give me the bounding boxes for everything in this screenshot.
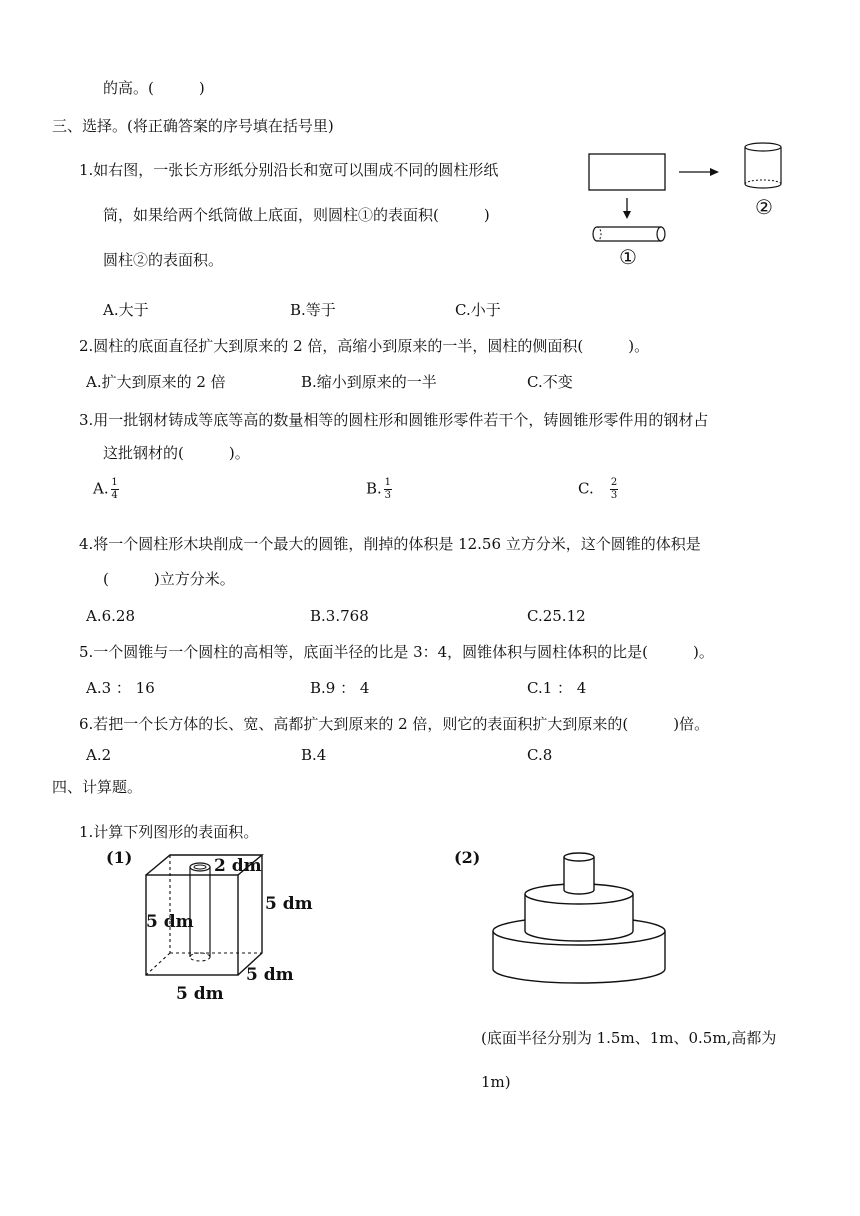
- section-3-title: 三、选择。(将正确答案的序号填在括号里): [52, 117, 334, 135]
- q1-option-a: A.大于: [103, 301, 149, 319]
- q2-option-b: B.缩小到原来的一半: [301, 373, 437, 391]
- dim-right-height: 5 dm: [265, 894, 313, 914]
- figure-1-label: (1): [106, 848, 133, 867]
- cylinder-2-label: ②: [755, 195, 773, 219]
- calc-q1: 1.计算下列图形的表面积。: [79, 823, 259, 841]
- q3-line-2: 这批钢材的( )。: [103, 444, 250, 462]
- q3-option-c-prefix: C.: [578, 479, 594, 498]
- q1-option-b: B.等于: [290, 301, 336, 319]
- dim-width: 5 dm: [176, 984, 224, 1004]
- arrow-right-head: [710, 168, 719, 176]
- q4-option-a: A.6.28: [86, 607, 135, 625]
- figure-2-stacked-cylinders: [450, 845, 680, 995]
- q3-option-a-fraction: [111, 478, 119, 501]
- cylinder-2-top: [745, 143, 781, 151]
- fraction-numerator: 1: [111, 477, 118, 488]
- q4-line-2: ( )立方分米。: [103, 570, 235, 588]
- fraction-denominator: 3: [384, 490, 391, 501]
- q2-option-c: C.不变: [527, 373, 573, 391]
- q3-option-b-prefix: B.: [366, 479, 382, 498]
- q3-option-c-fraction: [610, 478, 618, 501]
- q4-line-1: 4.将一个圆柱形木块削成一个最大的圆锥，削掉的体积是 12.56 立方分米，这个圆锥的体积是: [79, 535, 701, 553]
- dim-hole-diameter: 2 dm: [214, 856, 262, 876]
- hole-top: [190, 863, 210, 871]
- q6-option-c: C.8: [527, 746, 553, 764]
- q3-line-1: 3.用一批钢材铸成等底等高的数量相等的圆柱形和圆锥形零件若干个，铸圆锥形零件用的钢材占: [79, 411, 709, 429]
- cylinder-2-bottom: [745, 184, 781, 188]
- q3-option-c: [578, 478, 618, 501]
- hole-bottom: [190, 953, 210, 961]
- q5-option-c: C.1 ： 4: [527, 679, 587, 697]
- figure-2-note-line-2: 1m): [481, 1073, 511, 1091]
- q1-option-c: C.小于: [455, 301, 501, 319]
- q2-option-a: A.扩大到原来的 2 倍: [86, 373, 226, 391]
- fraction-numerator: 1: [384, 477, 391, 488]
- figure-2-note-line-1: (底面半径分别为 1.5m、1m、0.5m,高都为: [481, 1029, 777, 1047]
- q6-option-b: B.4: [301, 746, 327, 764]
- q4-option-b: B.3.768: [310, 607, 369, 625]
- small-cylinder-top: [564, 853, 594, 861]
- q3-option-a-prefix: A.: [93, 479, 109, 498]
- top-fragment: 的高。( ): [103, 79, 205, 97]
- fraction-denominator: 3: [610, 490, 618, 501]
- q3-option-a: [93, 478, 119, 501]
- arrow-down-head: [623, 211, 631, 219]
- figure-1-cube-with-hole: [100, 845, 320, 1010]
- q6-line-1: 6.若把一个长方体的长、宽、高都扩大到原来的 2 倍，则它的表面积扩大到原来的( )倍。: [79, 715, 710, 733]
- q3-option-b-fraction: [384, 478, 392, 501]
- q2-line-1: 2.圆柱的底面直径扩大到原来的 2 倍，高缩小到原来的一半，圆柱的侧面积( )。: [79, 337, 650, 355]
- section-4-title: 四、计算题。: [52, 778, 143, 796]
- q5-option-b: B.9 ： 4: [310, 679, 370, 697]
- cylinder-1-label: ①: [619, 245, 637, 269]
- q6-option-a: A.2: [86, 746, 112, 764]
- q1-line-1: 1.如右图，一张长方形纸分别沿长和宽可以围成不同的圆柱形纸: [79, 161, 499, 179]
- dim-left-height: 5 dm: [146, 912, 194, 932]
- cylinder-paper-figure: [585, 140, 785, 270]
- fraction-numerator: 2: [610, 477, 618, 488]
- q3-option-b: [366, 478, 392, 501]
- figure-2-label: (2): [454, 848, 481, 867]
- cylinder-1-end: [657, 227, 665, 241]
- q1-line-3: 圆柱②的表面积。: [103, 251, 224, 269]
- q1-line-2: 筒，如果给两个纸筒做上底面，则圆柱①的表面积( ): [103, 206, 490, 224]
- q5-line-1: 5.一个圆锥与一个圆柱的高相等，底面半径的比是 3：4，圆锥体积与圆柱体积的比是( )。: [79, 643, 714, 661]
- paper-rectangle: [589, 154, 665, 190]
- fraction-denominator: 4: [111, 490, 118, 501]
- q4-option-c: C.25.12: [527, 607, 586, 625]
- q5-option-a: A.3 ： 16: [86, 679, 155, 697]
- dim-depth: 5 dm: [246, 965, 294, 985]
